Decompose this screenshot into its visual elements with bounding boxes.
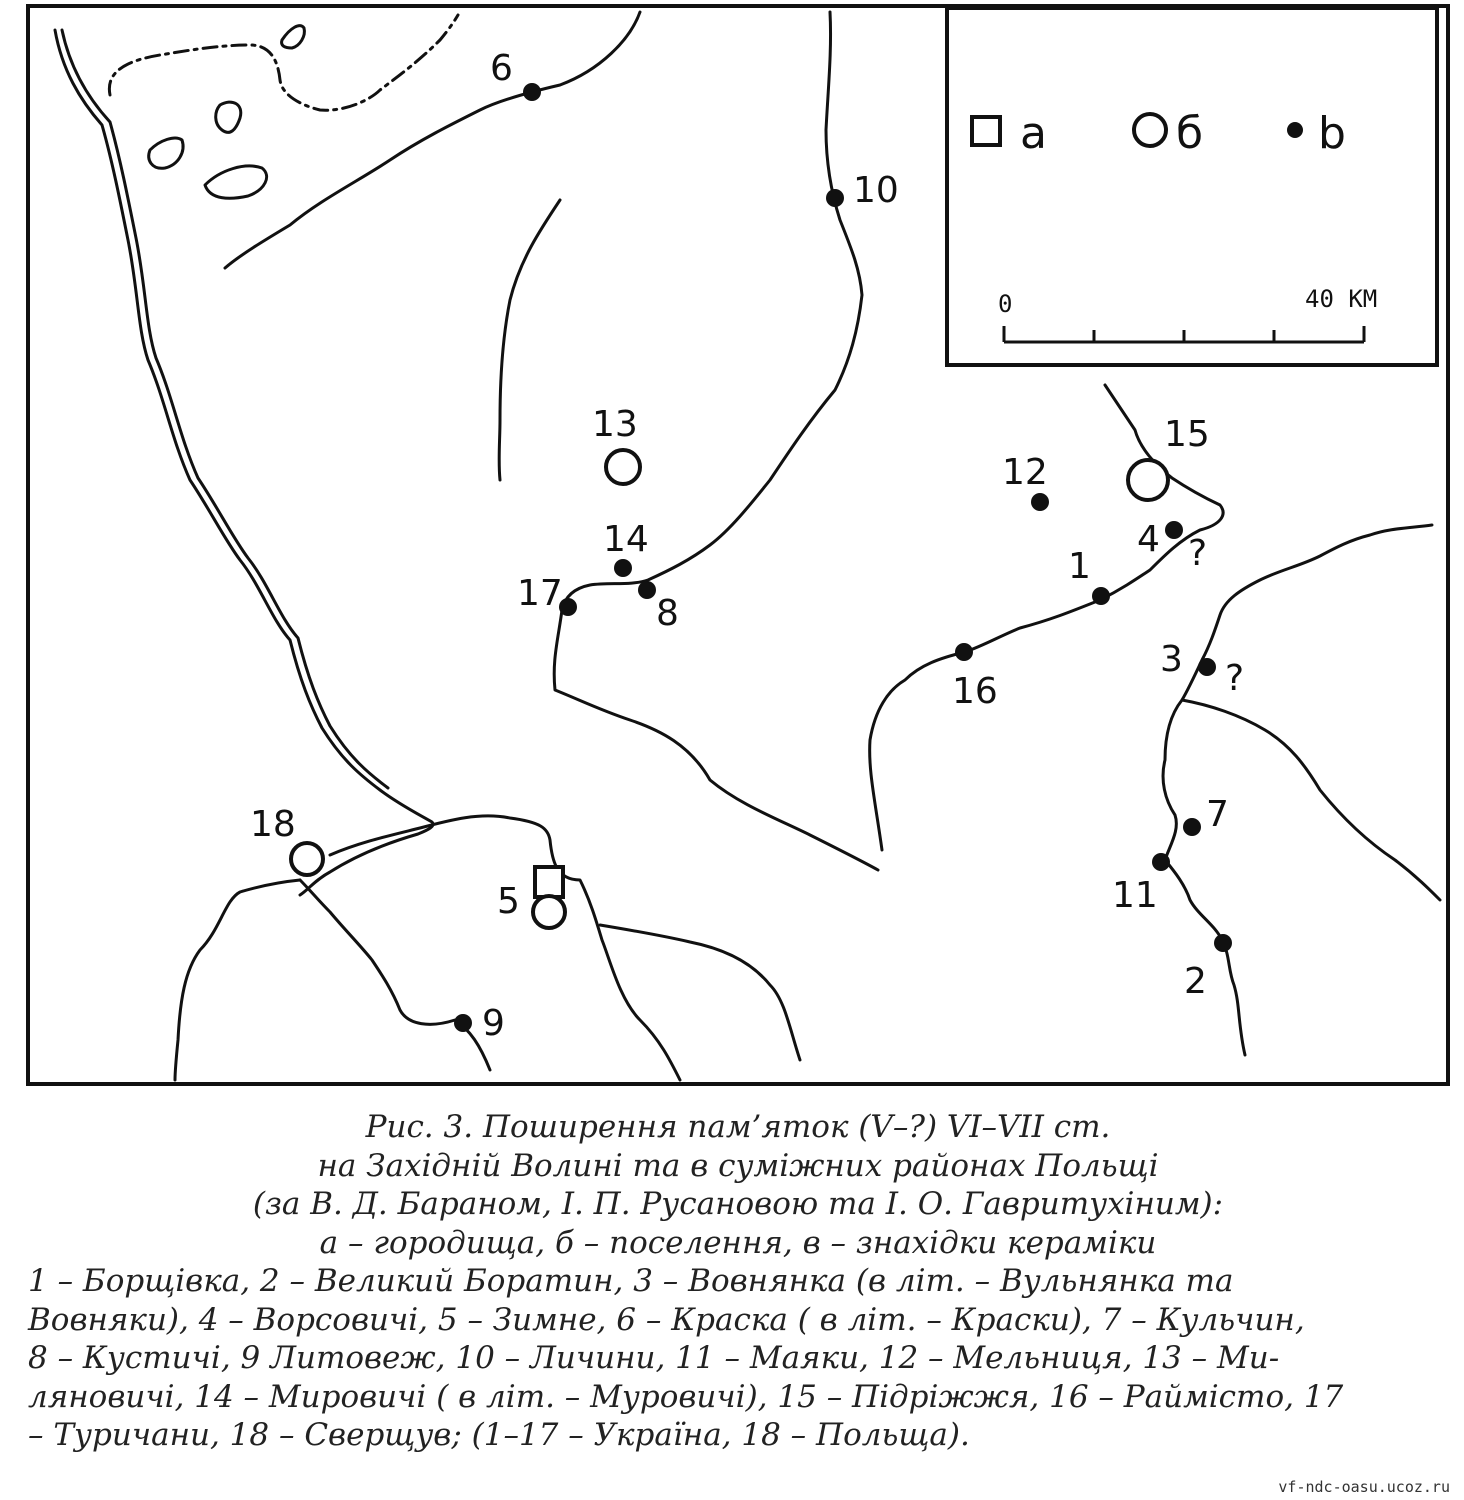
river-west-18 bbox=[175, 880, 300, 1080]
watermark-text: vf-ndc-oasu.ucoz.ru bbox=[1278, 1478, 1450, 1496]
lake-4 bbox=[282, 26, 305, 48]
site-label-1: 1 bbox=[1068, 546, 1091, 587]
site-label-5: 5 bbox=[497, 881, 520, 922]
site-label-4: 4 bbox=[1137, 519, 1160, 560]
caption-line-5: 1 – Борщівка, 2 – Великий Боратин, 3 – Вовнянка (в літ. – Вульнянка та bbox=[28, 1263, 1234, 1299]
caption-line-2: на Західній Волині та в суміжних районах Польщі bbox=[317, 1147, 1159, 1184]
legend-label-a: a bbox=[1020, 108, 1047, 159]
site-marker-15 bbox=[1128, 460, 1168, 500]
caption-line-1: Рис. 3. Поширення пам’яток (V–?) VI–VII ст. bbox=[365, 1109, 1111, 1145]
site-marker-8 bbox=[638, 581, 656, 599]
site-marker-5-circle bbox=[533, 896, 565, 928]
site-marker-3 bbox=[1198, 658, 1216, 676]
site-marker-9 bbox=[454, 1014, 472, 1032]
caption-line-8: ляновичі, 14 – Мировичі ( в літ. – Муровичі), 15 – Підріжжя, 16 – Раймісто, 17 bbox=[28, 1378, 1344, 1415]
lake-3 bbox=[205, 166, 267, 198]
river-west-13 bbox=[499, 200, 560, 480]
site-marker-4 bbox=[1165, 521, 1183, 539]
site-label-17: 17 bbox=[517, 573, 563, 614]
site-note-4: ? bbox=[1188, 533, 1208, 574]
caption-line-9: – Туричани, 18 – Сверщув; (1–17 – Україна, 18 – Польща). bbox=[28, 1417, 970, 1453]
scale-start-label: 0 bbox=[998, 290, 1013, 318]
site-marker-7 bbox=[1183, 818, 1201, 836]
site-marker-6 bbox=[523, 83, 541, 101]
site-label-13: 13 bbox=[592, 404, 638, 445]
site-label-12: 12 bbox=[1002, 452, 1048, 493]
lake-2 bbox=[216, 102, 241, 132]
site-label-6: 6 bbox=[490, 48, 513, 89]
site-marker-13 bbox=[606, 450, 640, 484]
lake-1 bbox=[149, 138, 183, 168]
legend-label-v: b bbox=[1318, 108, 1346, 159]
site-marker-1 bbox=[1092, 587, 1110, 605]
site-label-10: 10 bbox=[853, 170, 899, 211]
site-label-3: 3 bbox=[1160, 639, 1183, 680]
border-north bbox=[109, 15, 458, 110]
site-marker-12 bbox=[1031, 493, 1049, 511]
site-marker-11 bbox=[1152, 853, 1170, 871]
site-label-7: 7 bbox=[1206, 794, 1229, 835]
river-to-5 bbox=[330, 816, 680, 1080]
legend-label-b: б bbox=[1176, 108, 1204, 159]
site-marker-2 bbox=[1214, 934, 1232, 952]
site-label-8: 8 bbox=[656, 593, 679, 634]
site-label-18: 18 bbox=[250, 804, 296, 845]
site-marker-18 bbox=[291, 843, 323, 875]
site-marker-16 bbox=[955, 643, 973, 661]
caption-line-3: (за В. Д. Бараном, І. П. Русановою та І. О. Гавритухіним): bbox=[252, 1186, 1224, 1222]
caption-line-4: а – городища, б – поселення, в – знахідки кераміки bbox=[319, 1224, 1157, 1261]
site-label-15: 15 bbox=[1164, 414, 1210, 455]
figure-caption bbox=[28, 1108, 1448, 1455]
site-marker-14 bbox=[614, 559, 632, 577]
legend-dot-symbol bbox=[1287, 122, 1303, 138]
site-label-9: 9 bbox=[482, 1003, 505, 1044]
site-marker-5-square bbox=[535, 867, 563, 897]
site-label-14: 14 bbox=[603, 519, 649, 560]
site-note-3: ? bbox=[1225, 658, 1245, 699]
site-label-16: 16 bbox=[952, 671, 998, 712]
caption-line-7: 8 – Кустичі, 9 Литовеж, 10 – Личини, 11 – Маяки, 12 – Мельниця, 13 – Ми- bbox=[28, 1340, 1280, 1376]
river-bug bbox=[55, 30, 433, 895]
site-marker-10 bbox=[826, 189, 844, 207]
caption-line-6: Вовняки), 4 – Ворсовичі, 5 – Зимне, 6 – Краска ( в літ. – Краски), 7 – Кульчин, bbox=[28, 1301, 1305, 1338]
river-south-west bbox=[300, 880, 490, 1070]
river-6 bbox=[225, 12, 640, 268]
site-label-11: 11 bbox=[1112, 875, 1158, 916]
river-east-from-5 bbox=[600, 925, 800, 1060]
scale-end-label: 40 KM bbox=[1305, 285, 1378, 313]
river-bug-bank bbox=[62, 30, 388, 788]
site-label-2: 2 bbox=[1184, 961, 1207, 1002]
